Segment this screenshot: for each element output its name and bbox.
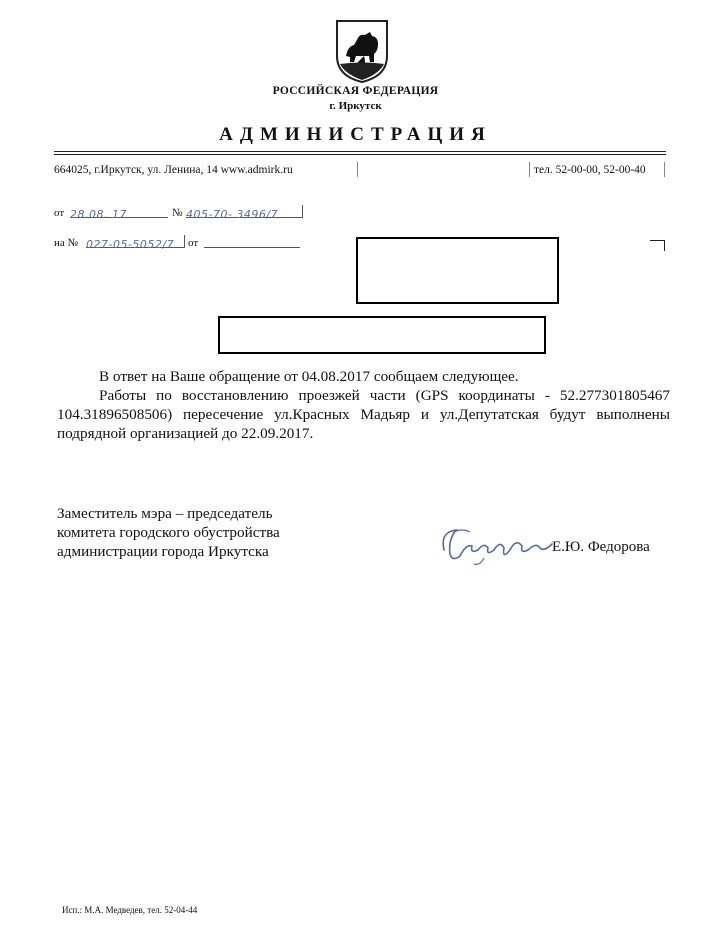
header-divider (54, 151, 666, 152)
signatory-title-line: комитета городского обустройства (57, 524, 280, 541)
phone-line: тел. 52-00-00, 52-00-40 (534, 164, 646, 176)
city-name: г. Иркутск (329, 100, 382, 112)
address-line: 664025, г.Иркутск, ул. Ленина, 14 www.admirk.ru (54, 164, 293, 176)
separator (664, 162, 665, 177)
country-name: РОССИЙСКАЯ ФЕДЕРАЦИЯ (272, 85, 439, 97)
signatory-title (57, 504, 280, 561)
signer-name: Е.Ю. Федорова (552, 539, 650, 555)
outgoing-number-field (186, 205, 303, 221)
outgoing-date-value: 28.08. 17 (70, 208, 127, 221)
header-divider-thin (54, 154, 666, 155)
separator (529, 162, 530, 177)
outgoing-number-value: 405-70- 3496/7 (186, 208, 279, 221)
redacted-greeting-box (218, 316, 546, 354)
separator (357, 162, 358, 177)
reference-date-label: от (188, 237, 199, 249)
reference-number-field (86, 235, 185, 251)
redacted-recipient-box (356, 237, 559, 304)
signatory-title-line: Заместитель мэра – председатель (57, 505, 273, 522)
body-paragraph-intro: В ответ на Ваше обращение от 04.08.2017 сообщаем следующее. (99, 368, 519, 385)
reference-label: на № (54, 237, 79, 249)
coat-of-arms-icon (334, 18, 390, 84)
addressee-corner-mark (650, 240, 665, 251)
outgoing-date-field (70, 205, 168, 221)
signatory-title-line: администрации города Иркутска (57, 543, 269, 560)
reference-number-value: 027-05-5052/7 (86, 238, 175, 251)
date-label: от (54, 207, 65, 219)
number-label: № (172, 207, 183, 219)
executor-info: Исп.: М.А. Медведев, тел. 52-04-44 (62, 905, 198, 915)
handwritten-signature (436, 520, 558, 568)
body-paragraph-main: Работы по восстановлению проезжей части (GPS координаты - 52.277301805467 104.31896508506) пересечение ул.Красных Мадьяр и ул.Депутатская будут выполнены подрядной организацией до 22.09.2017. (57, 387, 670, 442)
organization-title: АДМИНИСТРАЦИЯ (219, 124, 492, 145)
reference-date-field (204, 235, 300, 248)
